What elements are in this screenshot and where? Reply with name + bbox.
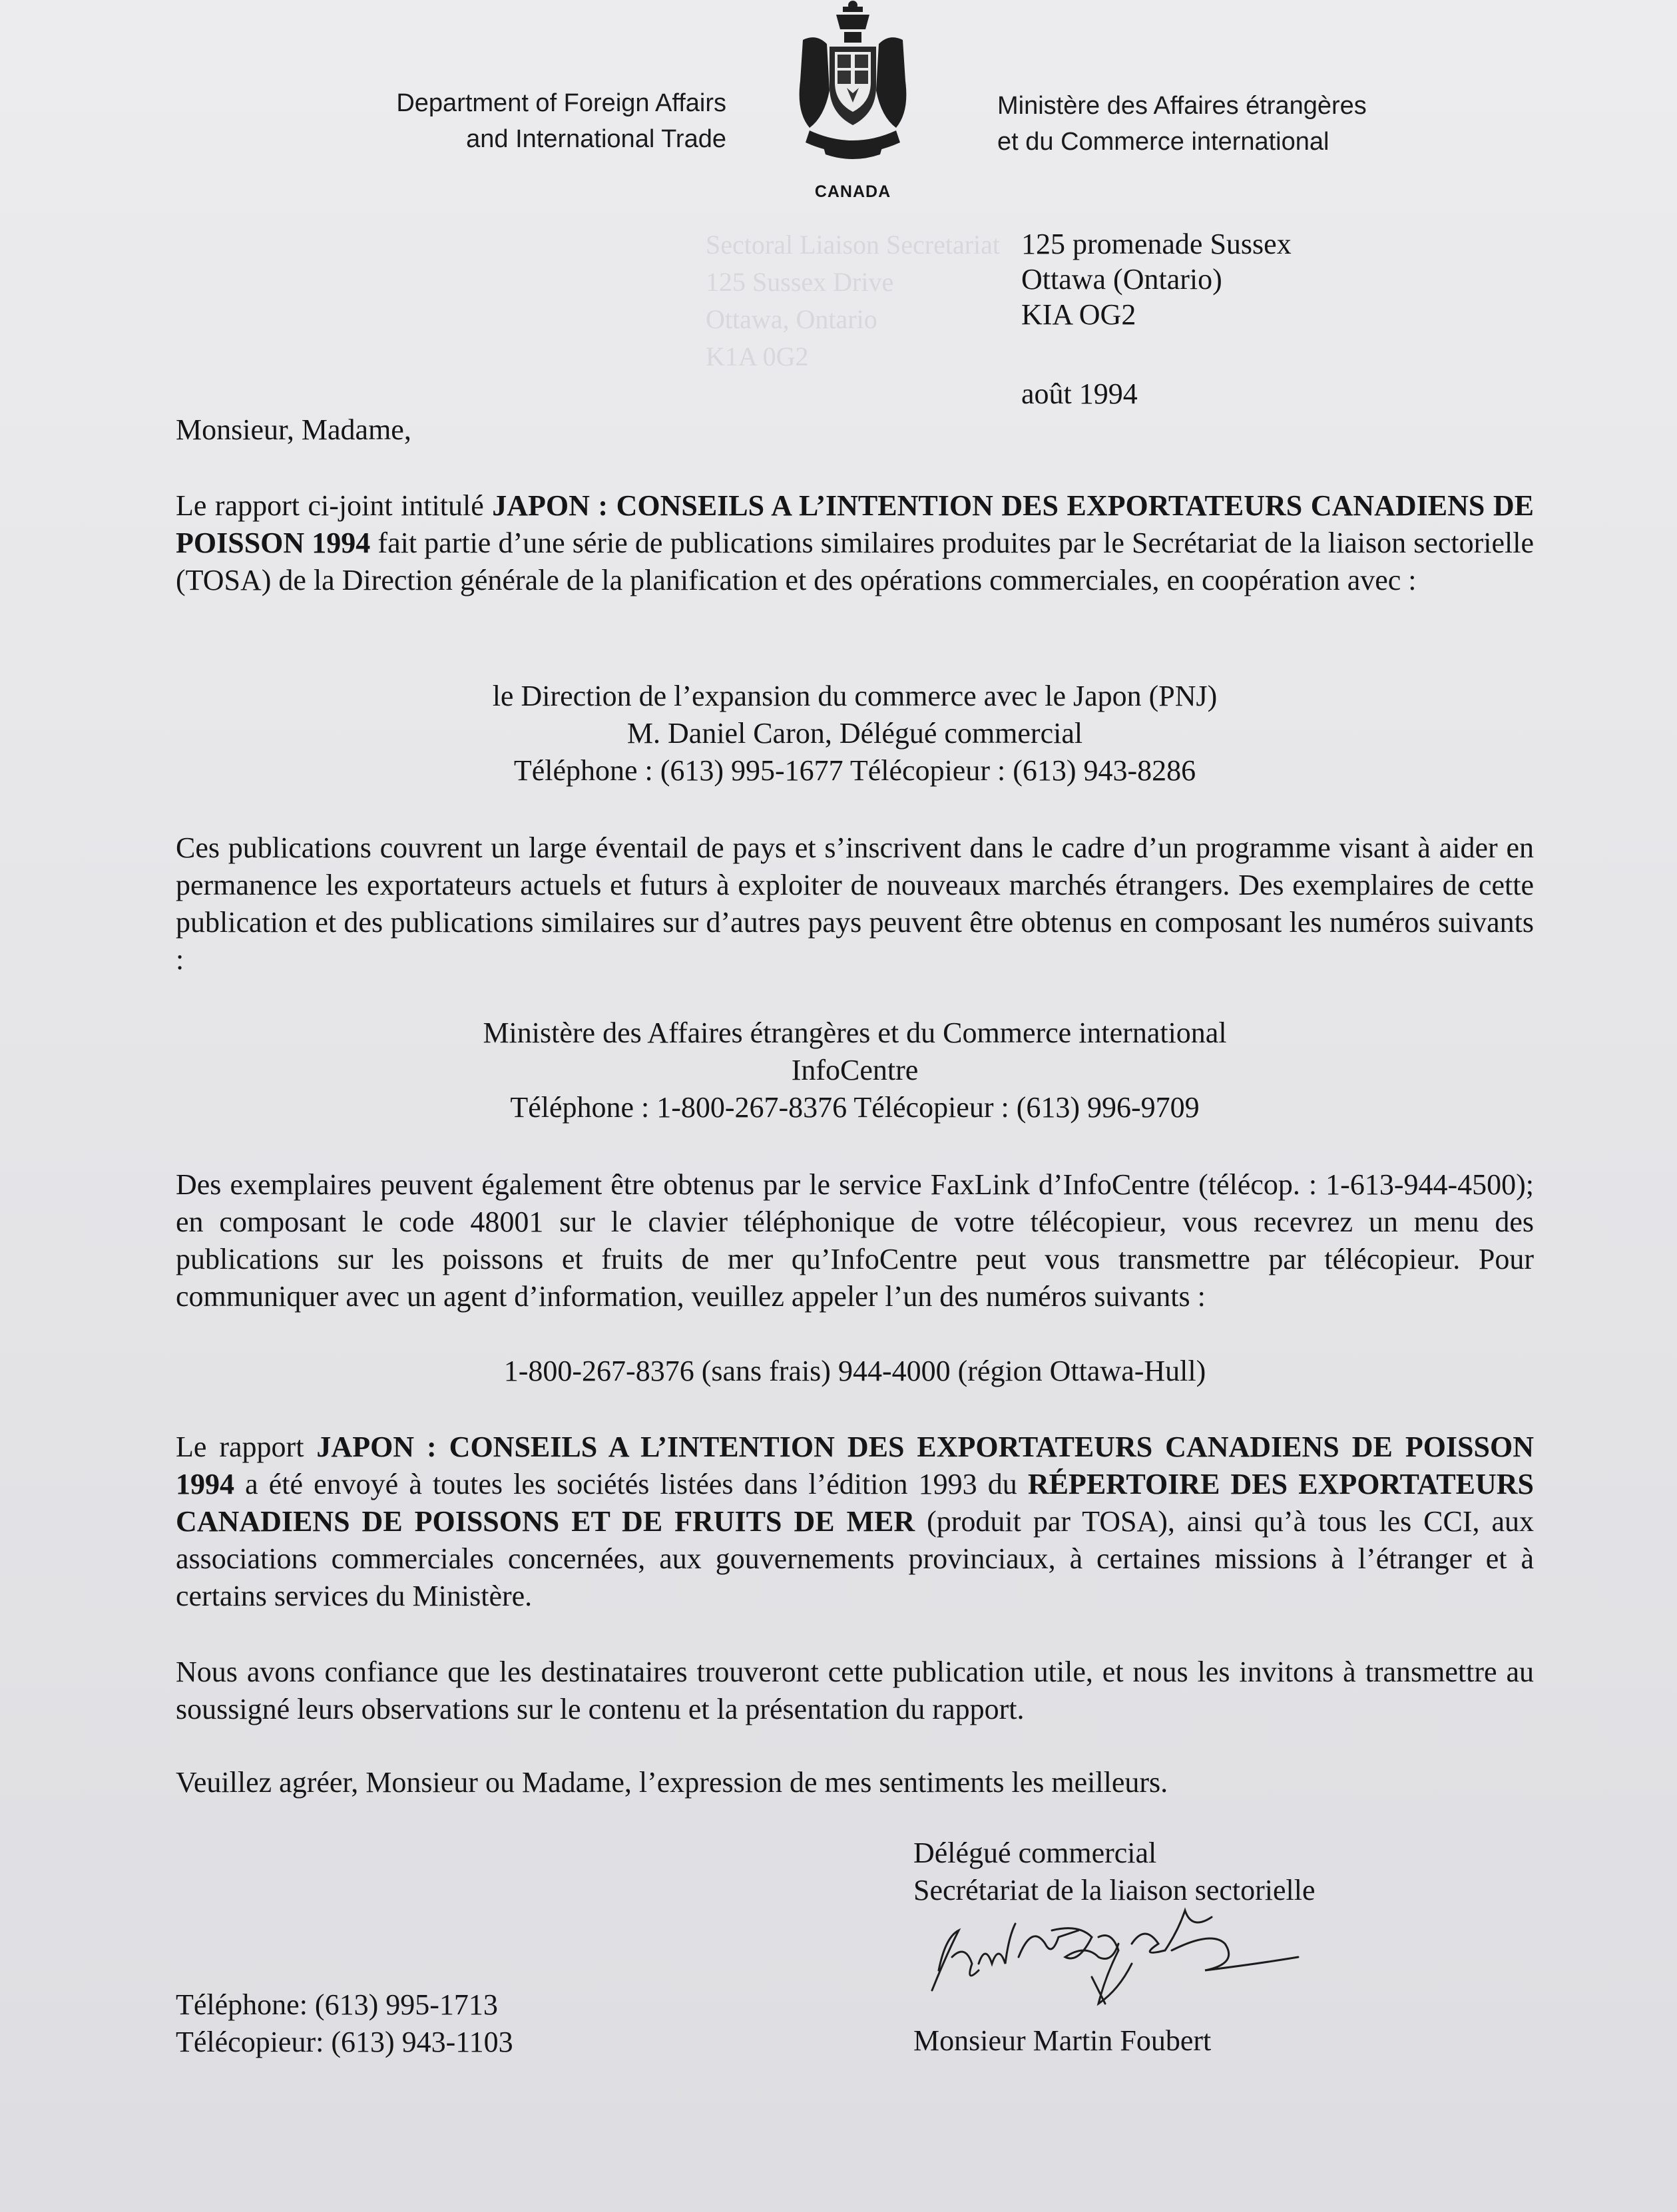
letter-date: août 1994 [1021,377,1138,410]
sender-contact-numbers: Téléphone: (613) 995-1713 Télécopieur: (613) 943-1103 [176,1988,513,2058]
closing: Veuillez agréer, Monsieur ou Madame, l’expression de mes sentiments les meilleurs. [176,1766,1168,1799]
signatory-name: Monsieur Martin Foubert [913,2024,1212,2057]
contact-block-pnj: le Direction de l’expansion du commerce avec le Japon (PNJ) M. Daniel Caron, Délégué commercial Téléphone : (613) 995-1677 Télécopieur : (613) 943-8286 [492,680,1218,787]
signature-title-block: Délégué commercial Secrétariat de la liaison sectorielle [913,1837,1316,1906]
handwritten-signature [919,1904,1331,2017]
contact-block-infocentre: Ministère des Affaires étrangères et du Commerce international InfoCentre Téléphone : 1-800-267-8376 Télécopieur : (613) 996-9709 [483,1016,1227,1124]
canada-coat-of-arms-icon [796,0,909,164]
department-name-english: Department of Foreign Affairs and International Trade [396,89,726,153]
paragraph-feedback: Nous avons confiance que les destinataires trouveront cette publication utile, et nous les invitons à transmettre au soussigné leurs observations sur le contenu et la présentation du rapport. [176,1656,1534,1725]
paragraph-faxlink: Des exemplaires peuvent également être obtenus par le service FaxLink d’InfoCentre (télécop. : 1-613-944-4500); en composant le code 48001 sur le clavier téléphonique de votre télécopieur, vous recevrez un menu des publications sur les poissons et fruits de mer qu’InfoCentre peut vous transmettre par télécopieur. Pour communiquer avec un agent d’information, veuillez appeler l’un des numéros suivants : [176,1168,1534,1313]
phone-numbers-line: 1-800-267-8376 (sans frais) 944-4000 (région Ottawa-Hull) [503,1355,1206,1387]
canada-wordmark: CANADA [814,182,891,201]
sender-address: 125 promenade Sussex Ottawa (Ontario) KIA OG2 [1021,228,1292,331]
paragraph-distribution: Le rapport JAPON : CONSEILS A L’INTENTION DES EXPORTATEURS CANADIENS DE POISSON 1994 a été envoyé à toutes les sociétés listées dans l’édition 1993 du RÉPERTOIRE DES EXPORTATEURS CANADIENS DE POISSONS ET DE FRUITS DE MER (produit par TOSA), ainsi qu’à tous les CCI, aux associations commerciales concernées, aux gouvernements provinciaux, à certaines missions à l’étranger et à certains services du Ministère. [176,1431,1534,1612]
department-name-french: Ministère des Affaires étrangères et du Commerce international [997,92,1367,156]
salutation: Monsieur, Madame, [176,413,411,446]
bleed-through-text: Sectoral Liaison Secretariat 125 Sussex Drive Ottawa, Ontario K1A 0G2 [706,230,1001,371]
paragraph-publications: Ces publications couvrent un large éventail de pays et s’inscrivent dans le cadre d’un programme visant à aider en permanence les exportateurs actuels et futurs à exploiter de nouveaux marchés étrangers. Des exemplaires de cette publication et des publications similaires sur d’autres pays peuvent être obtenus en composant les numéros suivants : [176,831,1534,976]
paragraph-intro: Le rapport ci-joint intitulé JAPON : CONSEILS A L’INTENTION DES EXPORTATEURS CANADIENS DE POISSON 1994 fait partie d’une série de publications similaires produites par le Secrétariat de la liaison sectorielle (TOSA) de la Direction générale de la planification et des opérations commerciales, en coopération avec : [176,489,1535,596]
